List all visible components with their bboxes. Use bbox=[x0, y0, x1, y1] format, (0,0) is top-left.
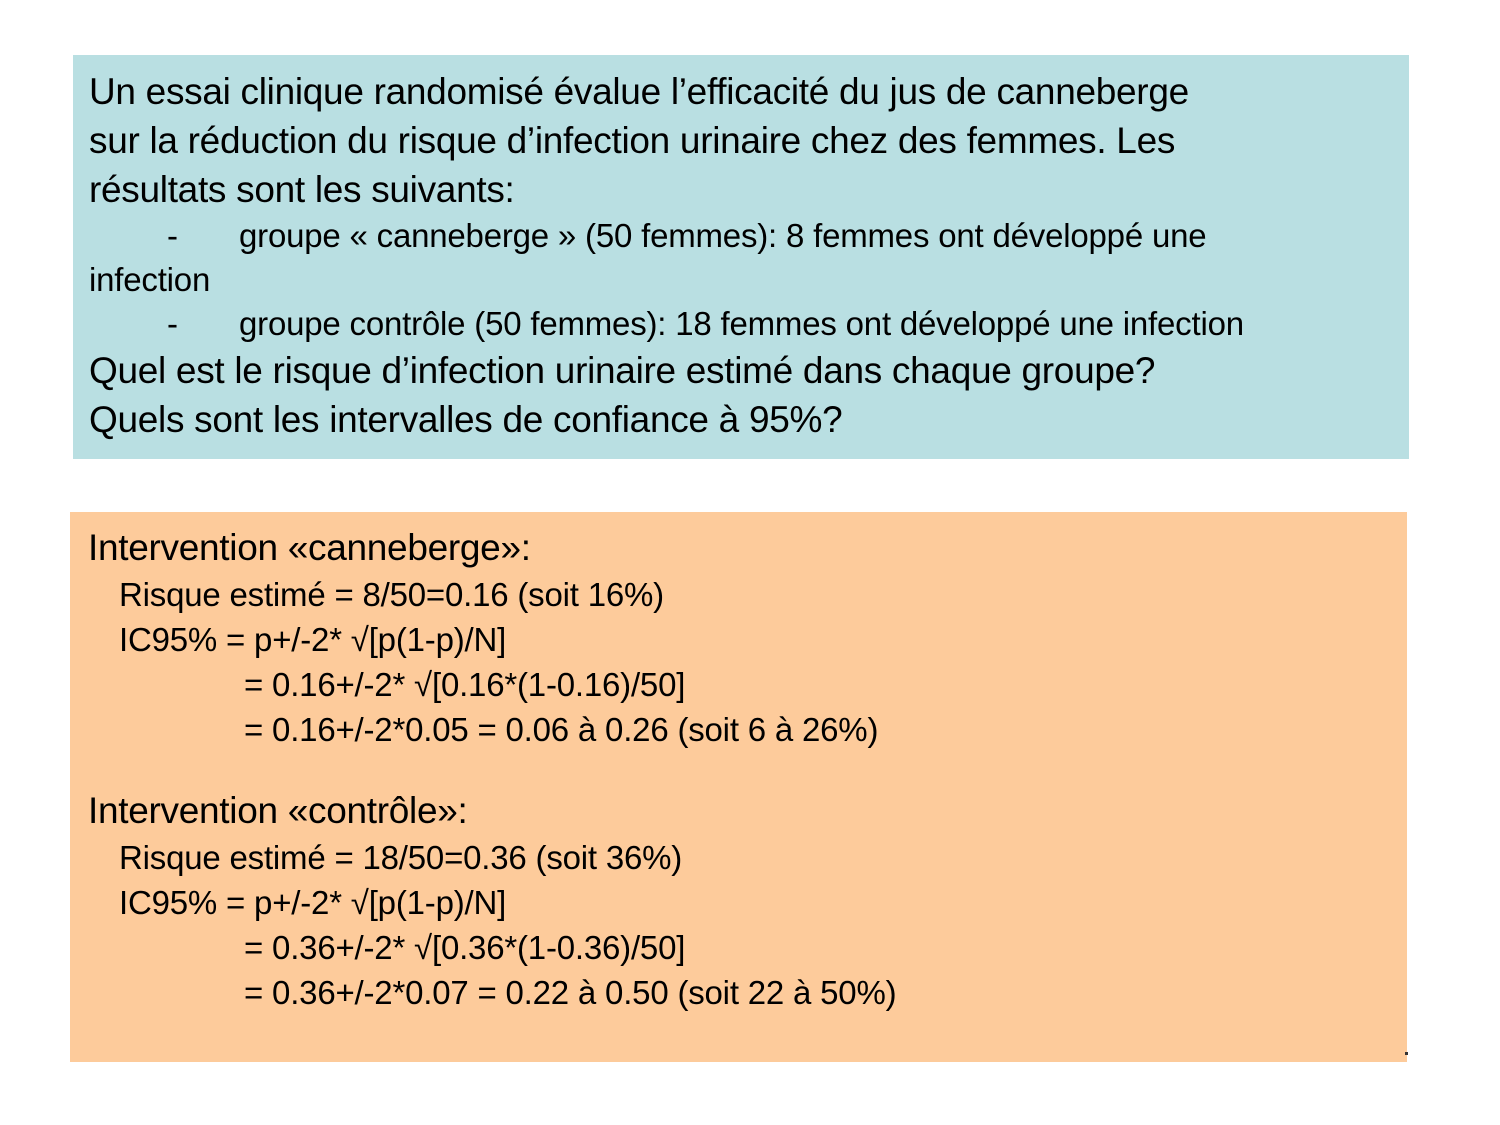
question-line: Quels sont les intervalles de confiance à 95%? bbox=[89, 399, 843, 440]
question-box bbox=[73, 55, 1409, 459]
risk-estimate: Risque estimé = 8/50=0.16 (soit 16%) bbox=[119, 576, 664, 613]
ci-step-2: = 0.36+/-2*0.07 = 0.22 à 0.50 (soit 22 à 50%) bbox=[244, 974, 897, 1011]
answer-box bbox=[70, 512, 1407, 1062]
bullet-continuation: infection bbox=[89, 261, 211, 298]
group-heading: Intervention «contrôle»: bbox=[88, 790, 468, 831]
ci-formula: IC95% = p+/-2* √[p(1-p)/N] bbox=[119, 884, 507, 921]
slide-corner-mark bbox=[1405, 1052, 1408, 1055]
bullet-text: groupe contrôle (50 femmes): 18 femmes ont développé une infection bbox=[239, 305, 1244, 342]
question-line: Quel est le risque d’infection urinaire estimé dans chaque groupe? bbox=[89, 350, 1156, 391]
bullet-text: groupe « canneberge » (50 femmes): 8 femmes ont développé une bbox=[239, 217, 1207, 254]
spacer bbox=[88, 752, 1389, 787]
bullet-item-cranberry bbox=[89, 214, 1393, 258]
bullet-dash: - bbox=[167, 217, 178, 254]
risk-estimate: Risque estimé = 18/50=0.36 (soit 36%) bbox=[119, 839, 683, 876]
group-heading: Intervention «canneberge»: bbox=[88, 527, 531, 568]
answer-group-control bbox=[88, 787, 1389, 1015]
intro-line: Un essai clinique randomisé évalue l’efficacité du jus de canneberge bbox=[89, 71, 1189, 112]
bullet-item-control bbox=[89, 302, 1393, 346]
ci-step-1: = 0.16+/-2* √[0.16*(1-0.16)/50] bbox=[244, 666, 686, 703]
bullet-dash: - bbox=[167, 305, 178, 342]
ci-formula: IC95% = p+/-2* √[p(1-p)/N] bbox=[119, 621, 507, 658]
ci-step-2: = 0.16+/-2*0.05 = 0.06 à 0.26 (soit 6 à 26%) bbox=[244, 711, 879, 748]
answer-group-cranberry bbox=[88, 524, 1389, 752]
ci-step-1: = 0.36+/-2* √[0.36*(1-0.36)/50] bbox=[244, 929, 686, 966]
intro-line: sur la réduction du risque d’infection urinaire chez des femmes. Les bbox=[89, 120, 1176, 161]
intro-line: résultats sont les suivants: bbox=[89, 169, 515, 210]
